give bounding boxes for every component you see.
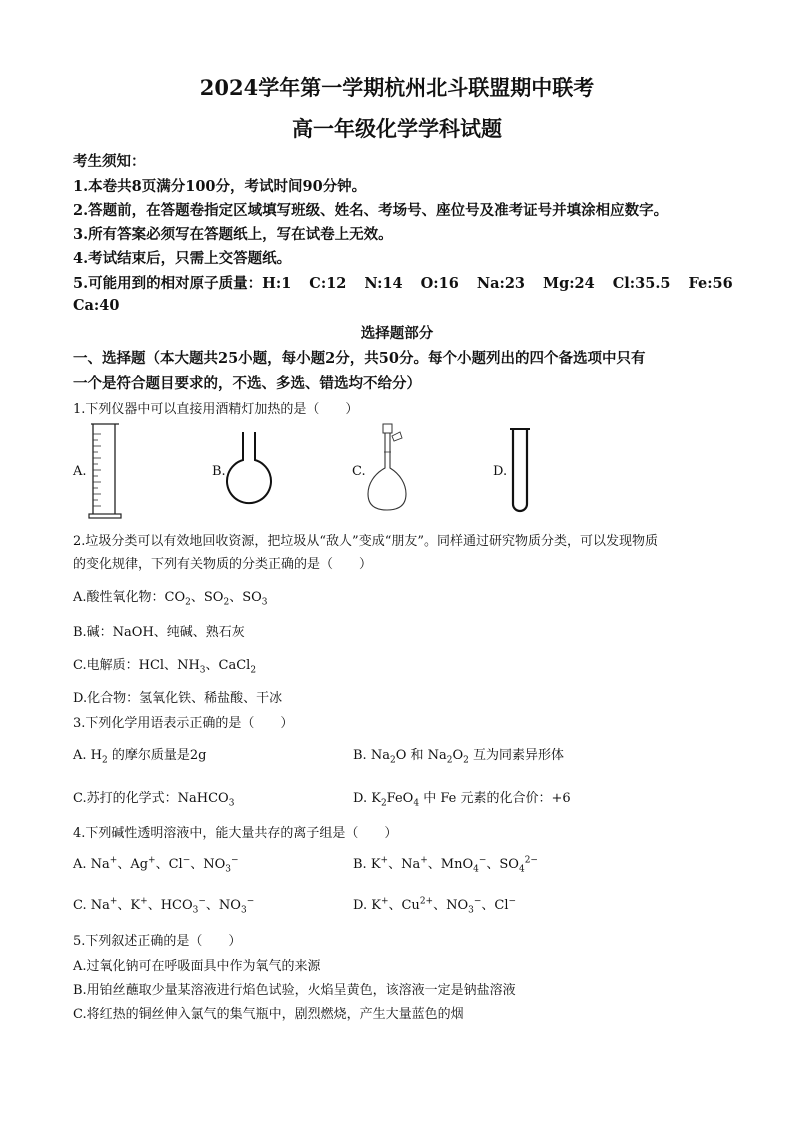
q3-option-a: A. $H_2$ 的摩尔质量是2g <box>73 748 207 766</box>
q1-stem: 1.下列仪器中可以直接用酒精灯加热的是（ ） <box>73 402 359 417</box>
section-title: 选择题部分 <box>360 325 434 342</box>
part-instructions <box>73 346 733 396</box>
exam-subtitle: 高一年级化学学科试题 <box>292 116 502 141</box>
round-bottom-flask-icon <box>224 430 274 510</box>
mass-fe: Fe:56 <box>688 275 733 292</box>
q4-stem: 4.下列碱性透明溶液中，能大量共存的离子组是（ ） <box>73 826 398 841</box>
q3-option-c: C.苏打的化学式：NaHCO$_3$ <box>73 791 235 809</box>
q1-label-a: A. <box>73 464 87 479</box>
q3-option-a-text: 的摩尔质量是2g <box>111 748 207 763</box>
q2-option-c-prefix: C.电解质：HCl、 <box>73 658 178 673</box>
notice-item-1: 1.本卷共8页满分100分，考试时间90分钟。 <box>73 178 367 195</box>
volumetric-flask-icon <box>364 422 414 514</box>
atomic-masses <box>73 272 733 293</box>
notice-item-2: 2.答题前，在答题卷指定区域填写班级、姓名、考场号、座位号及准考证号并填涂相应数字。 <box>73 202 669 219</box>
q2-stem-line1: 2.垃圾分类可以有效地回收资源，把垃圾从“敌人”变成“朋友”。同样通过研究物质分类，可以发现物质 <box>73 534 658 549</box>
q2-option-b: B.碱：NaOH、纯碱、熟石灰 <box>73 625 245 640</box>
q3-option-b: B. $Na_2O$ 和 $Na_2O_2$ 互为同素异形体 <box>353 748 565 766</box>
q5-option-c: C.将红热的铜丝伸入氯气的集气瓶中，剧烈燃烧，产生大量蓝色的烟 <box>73 1007 464 1022</box>
mass-o: O:16 <box>420 275 459 292</box>
part-line-1: 一、选择题（本大题共25小题，每小题2分，共50分。每个小题列出的四个备选项中只有 <box>73 350 646 367</box>
q5-option-b: B.用铂丝蘸取少量某溶液进行焰色试验，火焰呈黄色，该溶液一定是钠盐溶液 <box>73 983 516 998</box>
q2-option-a-prefix: A.酸性氧化物： <box>73 590 165 605</box>
mass-c: C:12 <box>309 275 347 292</box>
mass-n: N:14 <box>364 275 403 292</box>
part-line-2: 一个是符合题目要求的，不选、多选、错选均不给分） <box>73 375 421 392</box>
notice-item-3: 3.所有答案必须写在答题纸上，写在试卷上无效。 <box>73 226 393 243</box>
q4-option-b: B. K+、Na+、MnO$_4$−、$SO_4^{2-}$ <box>353 855 538 875</box>
q3-option-c-prefix: C.苏打的化学式： <box>73 791 178 806</box>
q4-option-a: A. Na+、Ag+、Cl−、$NO_3^-$ <box>73 855 239 875</box>
q4-option-d: D. K+、$Cu^{2+}$、$NO_3^-$、Cl− <box>353 896 517 916</box>
masses-prefix: 5.可能用到的相对原子质量： <box>73 275 263 292</box>
q1-label-b: B. <box>212 464 226 479</box>
mass-na: Na:23 <box>476 275 526 292</box>
q3-option-b-text: 互为同素异形体 <box>473 748 565 763</box>
graduated-cylinder-icon <box>86 420 126 520</box>
q5-stem: 5.下列叙述正确的是（ ） <box>73 934 242 949</box>
q3-option-d: D. $K_2FeO_4$ 中 Fe 元素的化合价：+6 <box>353 791 571 809</box>
mass-h: H:1 <box>262 275 292 292</box>
q5-option-a: A.过氧化钠可在呼吸面具中作为氧气的来源 <box>73 959 321 974</box>
mass-ca: Ca:40 <box>73 297 120 314</box>
notice-item-4: 4.考试结束后，只需上交答题纸。 <box>73 250 292 267</box>
q2-option-d: D.化合物：氢氧化铁、稀盐酸、干冰 <box>73 691 283 706</box>
q2-stem-line2: 的变化规律，下列有关物质的分类正确的是（ ） <box>73 557 373 572</box>
q2-option-c: C.电解质：HCl、$NH_3$、CaCl$_2$ <box>73 658 257 676</box>
exam-title: 2024学年第一学期杭州北斗联盟期中联考 <box>199 75 595 100</box>
q1-label-d: D. <box>493 464 508 479</box>
test-tube-icon <box>508 426 532 516</box>
q2-option-a: A.酸性氧化物：$CO_2$、$SO_2$、$SO_3$ <box>73 590 268 608</box>
q3-option-d-text: 中 Fe 元素的化合价：+6 <box>423 791 571 806</box>
q1-label-c: C. <box>352 464 366 479</box>
q3-stem: 3.下列化学用语表示正确的是（ ） <box>73 716 294 731</box>
mass-mg: Mg:24 <box>543 275 595 292</box>
q4-option-c: C. Na+、K+、$HCO_3^-$、$NO_3^-$ <box>73 896 255 916</box>
mass-cl: Cl:35.5 <box>612 275 671 292</box>
notice-heading: 考生须知： <box>73 153 146 170</box>
q3-option-b-mid: 和 <box>410 748 424 763</box>
